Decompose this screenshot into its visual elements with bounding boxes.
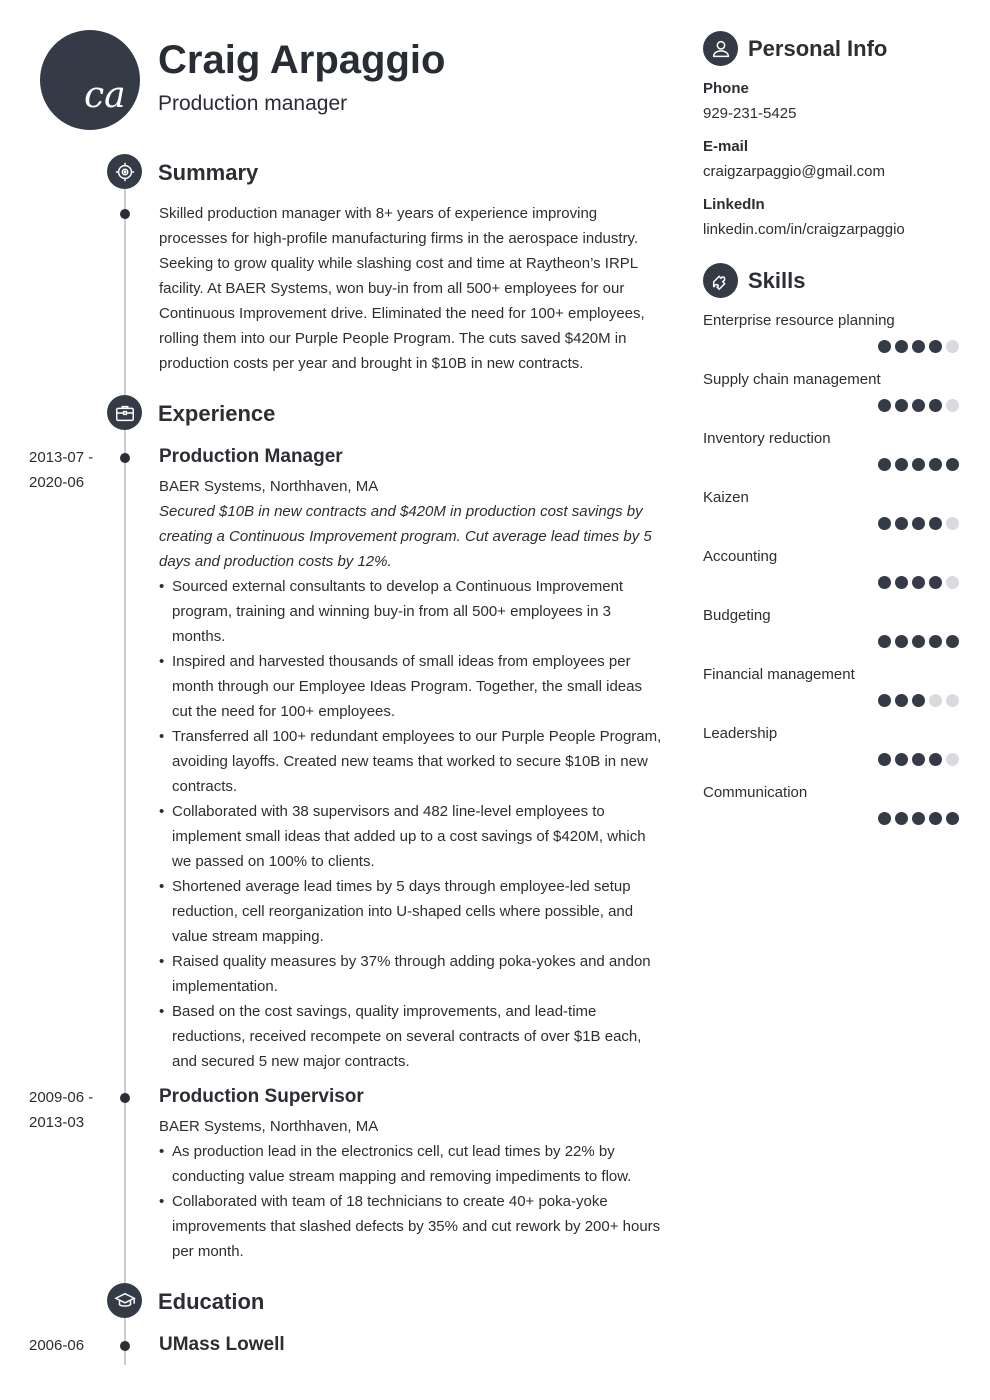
- target-icon: [107, 154, 142, 189]
- rating-dot-empty: [946, 576, 959, 589]
- briefcase-icon: [107, 395, 142, 430]
- skill-rating: [878, 694, 959, 707]
- rating-dot-filled: [912, 340, 925, 353]
- rating-dot-filled: [912, 399, 925, 412]
- skills-heading: Skills: [748, 268, 806, 293]
- skill-name: Financial management: [703, 666, 855, 683]
- rating-dot-filled: [878, 458, 891, 471]
- personal-info-heading: Personal Info: [748, 36, 888, 61]
- job-bullet: • Based on the cost savings, quality improvements, and lead-time reductions, received recompete on several contracts of over $1B each, and secured 5 new major contracts.: [159, 999, 664, 1074]
- rating-dot-empty: [946, 399, 959, 412]
- rating-dot-filled: [895, 576, 908, 589]
- skill-name: Communication: [703, 784, 808, 801]
- rating-dot-filled: [929, 635, 942, 648]
- job-date-end: 2013-03: [29, 1114, 85, 1131]
- rating-dot-filled: [946, 812, 959, 825]
- rating-dot-filled: [878, 517, 891, 530]
- education-school: UMass Lowell: [159, 1334, 285, 1355]
- job-date: [29, 1085, 109, 1135]
- rating-dot-empty: [946, 340, 959, 353]
- skill-name: Leadership: [703, 725, 778, 742]
- skill-name: Inventory reduction: [703, 430, 831, 447]
- summary-heading: Summary: [158, 160, 259, 185]
- rating-dot-filled: [929, 576, 942, 589]
- job-date-end: 2020-06: [29, 474, 85, 491]
- candidate-name: Craig Arpaggio: [158, 38, 446, 82]
- job-role: Production Supervisor: [159, 1086, 364, 1107]
- timeline-dot: [120, 1341, 130, 1351]
- rating-dot-empty: [946, 753, 959, 766]
- rating-dot-empty: [946, 517, 959, 530]
- phone-value: 929-231-5425: [703, 105, 797, 122]
- rating-dot-empty: [929, 694, 942, 707]
- job-bullet: • Inspired and harvested thousands of small ideas from employees per month through our Employee Ideas Program. Together, the small ideas cut the need for 100+ employees.: [159, 649, 664, 724]
- linkedin-label: LinkedIn: [703, 196, 765, 213]
- education-date: 2006-06: [29, 1337, 85, 1354]
- rating-dot-filled: [895, 399, 908, 412]
- job-entry: [159, 1085, 664, 1264]
- skill-name: Kaizen: [703, 489, 749, 506]
- skill-rating: [878, 399, 959, 412]
- rating-dot-filled: [912, 576, 925, 589]
- candidate-title: Production manager: [158, 92, 348, 115]
- job-bullets: [159, 574, 664, 1074]
- rating-dot-filled: [878, 399, 891, 412]
- rating-dot-filled: [895, 694, 908, 707]
- job-company: BAER Systems, Northhaven, MA: [159, 1118, 379, 1135]
- experience-heading: Experience: [158, 401, 276, 426]
- phone-label: Phone: [703, 80, 749, 97]
- job-bullets: [159, 1139, 664, 1264]
- rating-dot-filled: [878, 576, 891, 589]
- rating-dot-filled: [895, 340, 908, 353]
- graduation-cap-icon: [107, 1283, 142, 1318]
- skill-rating: [878, 340, 959, 353]
- job-bullet: • Transferred all 100+ redundant employees to our Purple People Program, avoiding layoffs. Created new teams that worked to secure $10B in new contracts.: [159, 724, 664, 799]
- rating-dot-filled: [878, 753, 891, 766]
- job-summary: Secured $10B in new contracts and $420M in production cost savings by creating a Continuous Improvement program. Cut average lead times by 5 days and production costs by 12%.: [159, 503, 652, 570]
- skill-name: Enterprise resource planning: [703, 312, 895, 329]
- email-label: E-mail: [703, 138, 749, 155]
- rating-dot-filled: [929, 812, 942, 825]
- job-bullet: • As production lead in the electronics cell, cut lead times by 22% by conducting value stream mapping and removing impediments to flow.: [159, 1139, 664, 1189]
- skill-rating: [878, 635, 959, 648]
- rating-dot-filled: [878, 694, 891, 707]
- rating-dot-filled: [912, 517, 925, 530]
- skill-rating: [878, 812, 959, 825]
- rating-dot-filled: [878, 635, 891, 648]
- timeline-dot: [120, 1093, 130, 1103]
- job-bullet: • Collaborated with 38 supervisors and 482 line-level employees to implement small ideas that added up to a cost savings of $420M, which we passed on 100% to clients.: [159, 799, 664, 874]
- linkedin-value: linkedin.com/in/craigzarpaggio: [703, 221, 905, 238]
- timeline-line: [124, 160, 126, 1365]
- skill-rating: [878, 576, 959, 589]
- rating-dot-filled: [929, 517, 942, 530]
- rating-dot-filled: [946, 635, 959, 648]
- summary-text: Skilled production manager with 8+ years of experience improving processes for high-profile manufacturing firms in the aerospace industry. Seeking to grow quality while slashing cost and time at Raytheon’s IRPL facility. At BAER Systems, won buy-in from all 500+ employees for our Continuous Improvement drive. Eliminated the need for 100+ employees, rolling them into our Purple People Program. The cuts saved $420M in production costs per year and brought in $10B in new contracts.: [159, 205, 645, 372]
- rating-dot-filled: [895, 753, 908, 766]
- rating-dot-filled: [929, 753, 942, 766]
- skill-name: Accounting: [703, 548, 778, 565]
- job-bullet: • Collaborated with team of 18 technicians to create 40+ poka-yoke improvements that slashed defects by 35% and cut rework by 200+ hours per month.: [159, 1189, 664, 1264]
- skill-rating: [878, 458, 959, 471]
- rating-dot-filled: [946, 458, 959, 471]
- person-icon: [703, 31, 738, 66]
- rating-dot-filled: [895, 517, 908, 530]
- job-date-start: 2013-07 -: [29, 449, 94, 466]
- job-role: Production Manager: [159, 446, 343, 467]
- rating-dot-filled: [895, 458, 908, 471]
- rating-dot-filled: [912, 753, 925, 766]
- monogram-initials: ca: [84, 75, 126, 116]
- job-bullet: • Raised quality measures by 37% through adding poka-yokes and andon implementation.: [159, 949, 664, 999]
- job-entry: [159, 445, 664, 1074]
- job-bullet: • Shortened average lead times by 5 days through employee-led setup reduction, cell reorganization into U-shaped cells where possible, and value stream mapping.: [159, 874, 664, 949]
- job-date-start: 2009-06 -: [29, 1089, 94, 1106]
- skill-rating: [878, 753, 959, 766]
- rating-dot-filled: [895, 812, 908, 825]
- rating-dot-filled: [929, 458, 942, 471]
- monogram-avatar: [40, 30, 140, 130]
- rating-dot-empty: [946, 694, 959, 707]
- skill-name: Supply chain management: [703, 371, 881, 388]
- rating-dot-filled: [895, 635, 908, 648]
- rating-dot-filled: [878, 812, 891, 825]
- rating-dot-filled: [912, 812, 925, 825]
- puzzle-icon: [703, 263, 738, 298]
- rating-dot-filled: [912, 458, 925, 471]
- rating-dot-filled: [929, 340, 942, 353]
- rating-dot-filled: [878, 340, 891, 353]
- rating-dot-filled: [912, 635, 925, 648]
- education-heading: Education: [158, 1289, 265, 1314]
- rating-dot-filled: [929, 399, 942, 412]
- job-company: BAER Systems, Northhaven, MA: [159, 478, 379, 495]
- job-bullet: • Sourced external consultants to develop a Continuous Improvement program, training and winning buy-in from all 500+ employees in 3 months.: [159, 574, 664, 649]
- timeline-dot: [120, 209, 130, 219]
- skill-name: Budgeting: [703, 607, 771, 624]
- job-date: [29, 445, 109, 495]
- email-value: craigzarpaggio@gmail.com: [703, 163, 885, 180]
- skill-rating: [878, 517, 959, 530]
- timeline-dot: [120, 453, 130, 463]
- rating-dot-filled: [912, 694, 925, 707]
